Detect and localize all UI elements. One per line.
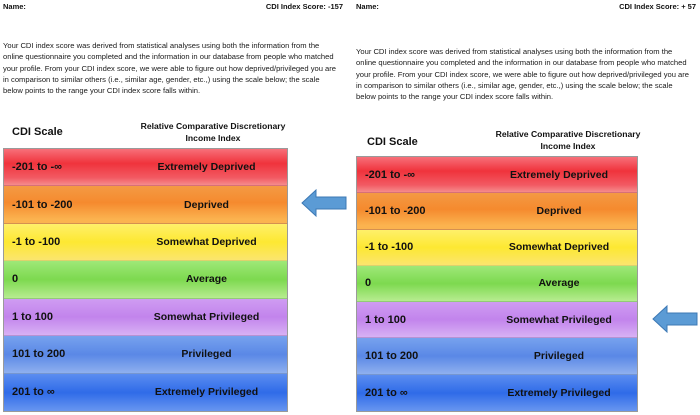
- scale-row: [4, 336, 287, 373]
- arrow-shape: [653, 306, 697, 332]
- scale-category-label: Deprived: [536, 204, 582, 217]
- scale-range: 0: [12, 273, 19, 286]
- cdi-score-label: CDI Index Score: -157: [265, 2, 343, 11]
- scale-row: [357, 375, 637, 411]
- explanation-paragraph: Your CDI index score was derived from statistical analyses using both the information from the online questionnaire you completed and the information in our database from people who matched your profile. From your CDI index score, we were able to figure out how deprived/privileged you are in comparison to similar others (i.e., similar age, gender, etc.,) using the scale below; the scale below points to the range your CDI index score falls within.: [356, 47, 690, 102]
- scale-category-label: Deprived: [184, 198, 229, 211]
- scale-row: [357, 157, 637, 193]
- pointer-arrow-icon: [301, 188, 347, 218]
- scale-range: 201 to ∞: [365, 386, 408, 399]
- scale-row: [4, 186, 287, 223]
- scale-range: -101 to -200: [365, 204, 426, 217]
- scale-row: [357, 338, 637, 374]
- scale-category-label: Privileged: [533, 350, 585, 363]
- cdi-scale-heading: CDI Scale: [12, 126, 63, 138]
- scale-row: [4, 149, 287, 186]
- scale-category-label: Somewhat Deprived: [508, 241, 610, 254]
- scale-category-label: Extremely Deprived: [509, 168, 609, 181]
- scale-range: 101 to 200: [12, 348, 66, 361]
- scale-category-label: Somewhat Privileged: [153, 310, 260, 323]
- name-label: Name:: [3, 2, 26, 11]
- pointer-arrow-icon: [652, 304, 698, 334]
- cdi-scale-table: [356, 156, 638, 412]
- scale-range: 101 to 200: [365, 350, 419, 363]
- scale-row: [4, 374, 287, 411]
- scale-category-label: Privileged: [181, 348, 232, 361]
- scale-category-label: Extremely Deprived: [157, 161, 256, 174]
- relative-index-heading: Relative Comparative Discretionary Income Index: [495, 129, 641, 151]
- cdi-score-label: CDI Index Score: + 57: [619, 2, 696, 11]
- scale-range: 0: [365, 277, 372, 290]
- scale-row: [4, 224, 287, 261]
- scale-category-label: Extremely Privileged: [154, 386, 259, 399]
- scale-row: [357, 302, 637, 338]
- scale-row: [357, 266, 637, 302]
- scale-category-label: Average: [538, 277, 580, 290]
- right-panel: [353, 0, 700, 415]
- scale-row: [357, 230, 637, 266]
- scale-range: -101 to -200: [12, 198, 73, 211]
- scale-range: -201 to -∞: [12, 161, 63, 174]
- cdi-scale-table: [3, 148, 288, 412]
- scale-range: 1 to 100: [365, 313, 406, 326]
- relative-index-heading: Relative Comparative Discretionary Income Index: [140, 121, 286, 143]
- scale-range: -1 to -100: [365, 241, 414, 254]
- name-label: Name:: [356, 2, 379, 11]
- scale-category-label: Somewhat Privileged: [506, 313, 612, 326]
- scale-range: 201 to ∞: [12, 386, 55, 399]
- scale-range: -1 to -100: [12, 236, 61, 249]
- scale-category-label: Somewhat Deprived: [156, 236, 257, 249]
- scale-category-label: Average: [185, 273, 228, 286]
- scale-header: [0, 118, 300, 148]
- scale-category-label: Extremely Privileged: [507, 386, 611, 399]
- left-panel: [0, 0, 347, 415]
- scale-row: [4, 261, 287, 298]
- explanation-paragraph: Your CDI index score was derived from statistical analyses using both the information from the online questionnaire you completed and the information in our database from people who matched your profile. From your CDI index score, we were able to figure out how deprived/privileged you are in comparison to similar others (i.e., similar age, gender, etc.,) using the scale below; the scale below points to the range your CDI index score falls within.: [3, 41, 337, 96]
- cdi-scale-heading: CDI Scale: [367, 136, 418, 148]
- scale-row: [357, 193, 637, 229]
- scale-header: [353, 126, 653, 156]
- scale-range: -201 to -∞: [365, 168, 416, 181]
- scale-row: [4, 299, 287, 336]
- scale-range: 1 to 100: [12, 310, 53, 323]
- arrow-shape: [302, 190, 346, 216]
